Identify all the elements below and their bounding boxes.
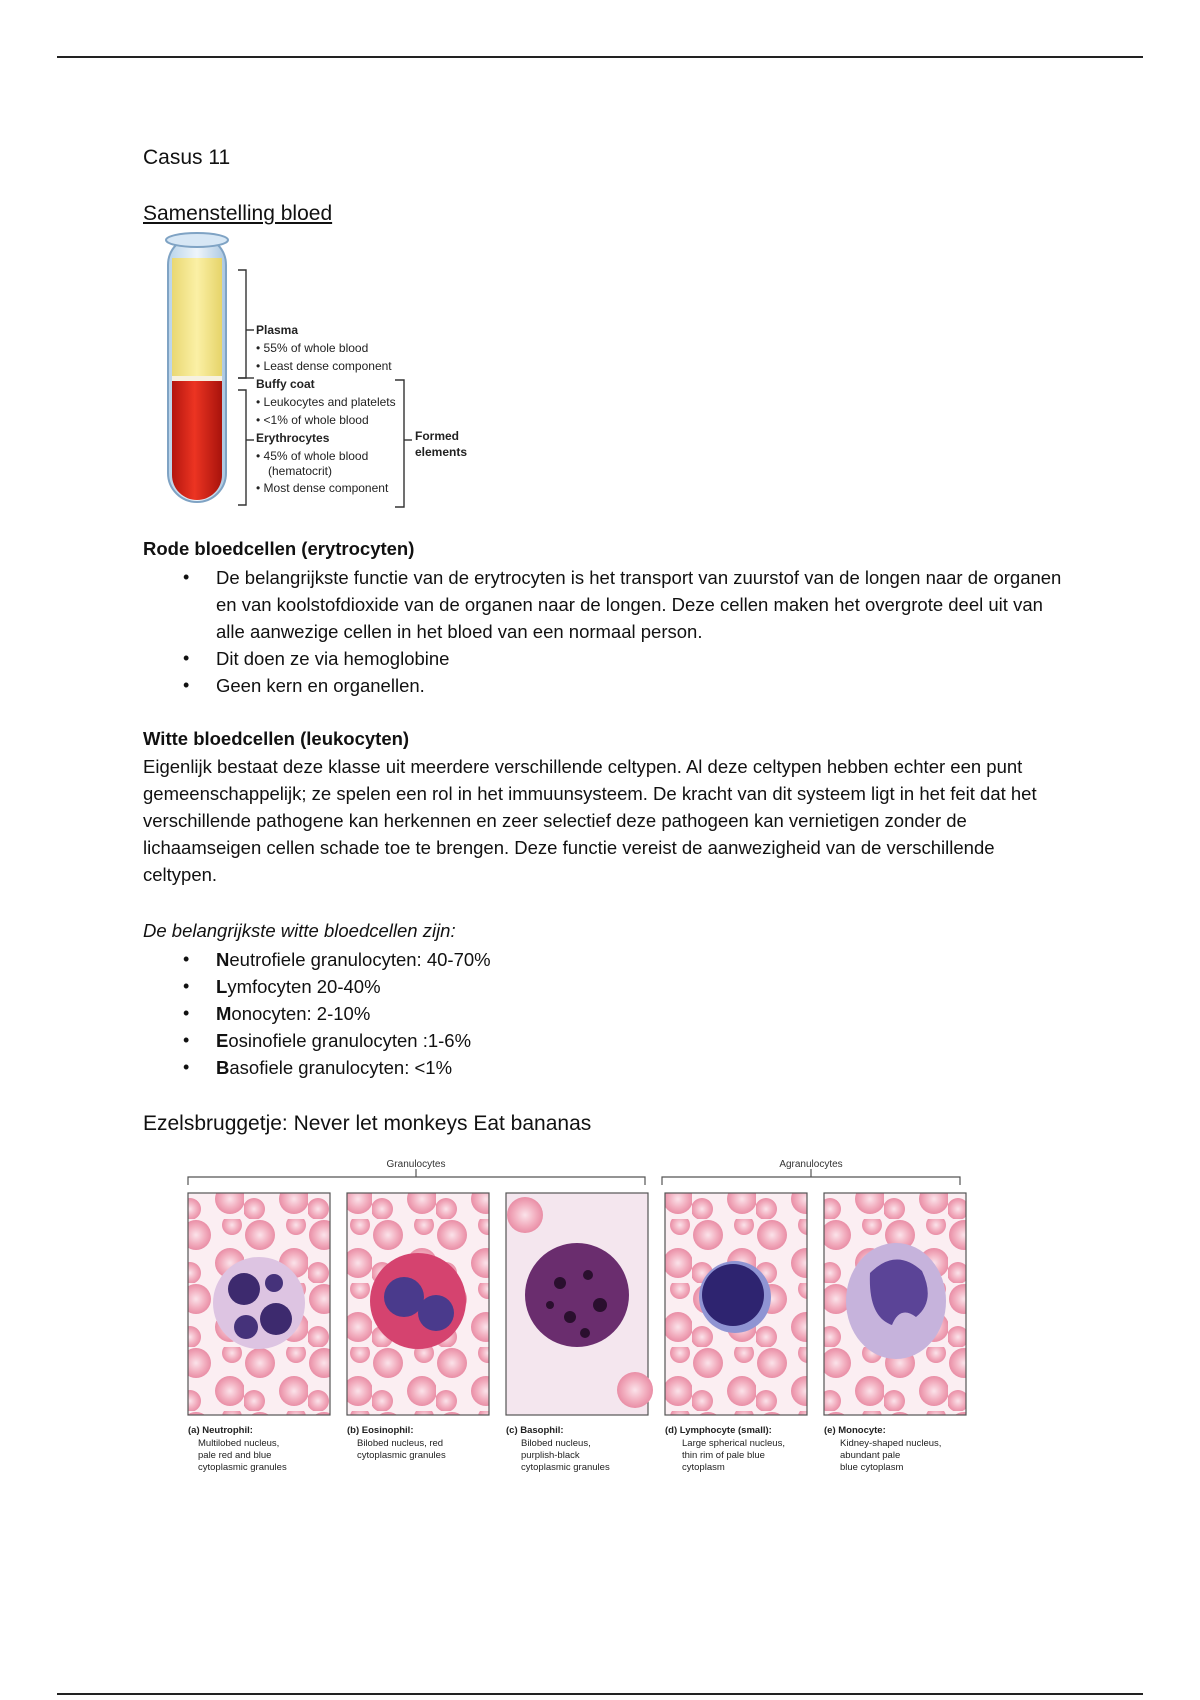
svg-text:• Least dense component: • Least dense component: [256, 359, 392, 373]
casus-title: Casus 11: [143, 146, 231, 169]
mnemonic: Ezelsbruggetje: Never let monkeys Eat bananas: [143, 1112, 592, 1135]
svg-text:(d) Lymphocyte (small):: (d) Lymphocyte (small):: [665, 1425, 772, 1436]
svg-text:Bilobed nucleus, red: Bilobed nucleus, red: [357, 1438, 444, 1449]
buffy-label: Buffy coat: [256, 377, 315, 391]
list-item: • Geen kern en organellen.: [143, 672, 1063, 699]
panel-neutrophil: [188, 1193, 330, 1415]
blood-tube-figure: [150, 230, 550, 530]
section-heading: Samenstelling bloed: [143, 202, 333, 225]
svg-text:• <1% of whole blood: • <1% of whole blood: [256, 413, 369, 427]
list-item: • Eosinofiele granulocyten :1-6%: [143, 1027, 843, 1054]
wbc-list: [143, 946, 843, 1081]
svg-text:• 55% of whole blood: • 55% of whole blood: [256, 341, 369, 355]
plasma-layer: [172, 258, 222, 378]
list-item: • Dit doen ze via hemoglobine: [143, 645, 1063, 672]
buffy-layer: [172, 376, 222, 381]
erythrocyte-layer: [172, 381, 222, 500]
wbc-intro: De belangrijkste witte bloedcellen zijn:: [143, 920, 456, 941]
svg-text:(c) Basophil:: (c) Basophil:: [506, 1425, 564, 1436]
granulocytes-label: Granulocytes: [386, 1159, 446, 1170]
svg-text:Kidney-shaped nucleus,: Kidney-shaped nucleus,: [840, 1438, 942, 1449]
svg-text:• 45% of whole blood: • 45% of whole blood: [256, 449, 369, 463]
list-item: • Monocyten: 2-10%: [143, 1000, 843, 1027]
list-item: • Lymfocyten 20-40%: [143, 973, 843, 1000]
svg-text:elements: elements: [415, 445, 468, 459]
svg-text:(e) Monocyte:: (e) Monocyte:: [824, 1425, 886, 1436]
list-item: • Basofiele granulocyten: <1%: [143, 1054, 843, 1081]
svg-text:(hematocrit): (hematocrit): [268, 464, 333, 478]
wbc-title: Witte bloedcellen (leukocyten): [143, 728, 410, 749]
svg-text:(b) Eosinophil:: (b) Eosinophil:: [347, 1425, 414, 1436]
header-rule: [57, 56, 1143, 58]
svg-text:• Leukocytes and platelets: • Leukocytes and platelets: [256, 395, 396, 409]
white-cells-figure: [180, 1155, 1010, 1495]
erythrocytes-label: Erythrocytes: [256, 431, 330, 445]
footer-rule: [57, 1693, 1143, 1695]
formed-label: Formed: [415, 429, 460, 443]
agranulocytes-label: Agranulocytes: [779, 1159, 843, 1170]
svg-text:thin rim of pale blue: thin rim of pale blue: [682, 1450, 765, 1461]
plasma-label: Plasma: [256, 323, 299, 337]
svg-text:cytoplasmic granules: cytoplasmic granules: [357, 1450, 446, 1461]
svg-text:cytoplasmic granules: cytoplasmic granules: [521, 1462, 610, 1473]
panel-basophil: [506, 1193, 653, 1415]
rbc-title: Rode bloedcellen (erytrocyten): [143, 538, 415, 559]
svg-text:cytoplasm: cytoplasm: [682, 1462, 725, 1473]
svg-text:Bilobed nucleus,: Bilobed nucleus,: [521, 1438, 591, 1449]
panel-eosinophil: [347, 1193, 489, 1415]
svg-text:blue cytoplasm: blue cytoplasm: [840, 1462, 904, 1473]
list-item: • Neutrofiele granulocyten: 40-70%: [143, 946, 843, 973]
list-item: • De belangrijkste functie van de erytrocyten is het transport van zuurstof van de longen naar de organen en van koolstofdioxide van de organen naar de longen. Deze cellen maken het overgrote deel uit van alle aanwezige cellen in het bloed van een normaal person.: [143, 564, 1063, 645]
tube-rim: [166, 233, 228, 247]
rbc-list: [143, 564, 1063, 699]
svg-text:Multilobed nucleus,: Multilobed nucleus,: [198, 1438, 280, 1449]
svg-text:abundant pale: abundant pale: [840, 1450, 901, 1461]
svg-text:cytoplasmic granules: cytoplasmic granules: [198, 1462, 287, 1473]
panel-monocyte: [824, 1193, 966, 1415]
svg-text:Large spherical nucleus,: Large spherical nucleus,: [682, 1438, 785, 1449]
svg-text:(a) Neutrophil:: (a) Neutrophil:: [188, 1425, 253, 1436]
svg-text:purplish-black: purplish-black: [521, 1450, 580, 1461]
svg-text:• Most dense component: • Most dense component: [256, 481, 389, 495]
panel-lymphocyte: [665, 1193, 807, 1415]
svg-text:pale red and blue: pale red and blue: [198, 1450, 272, 1461]
wbc-paragraph: Eigenlijk bestaat deze klasse uit meerdere verschillende celtypen. Al deze celtypen hebben echter een punt gemeenschappelijk; ze spelen een rol in het immuunsysteem. De kracht van dit systeem ligt in het feit dat het verschillende pathogene kan herkennen en zeer selectief deze pathogeen kan vernietigen zonder de lichaamseigen cellen schade toe te brengen. Deze functie vereist de aanwezigheid van de verschillende celtypen.: [143, 756, 1037, 885]
